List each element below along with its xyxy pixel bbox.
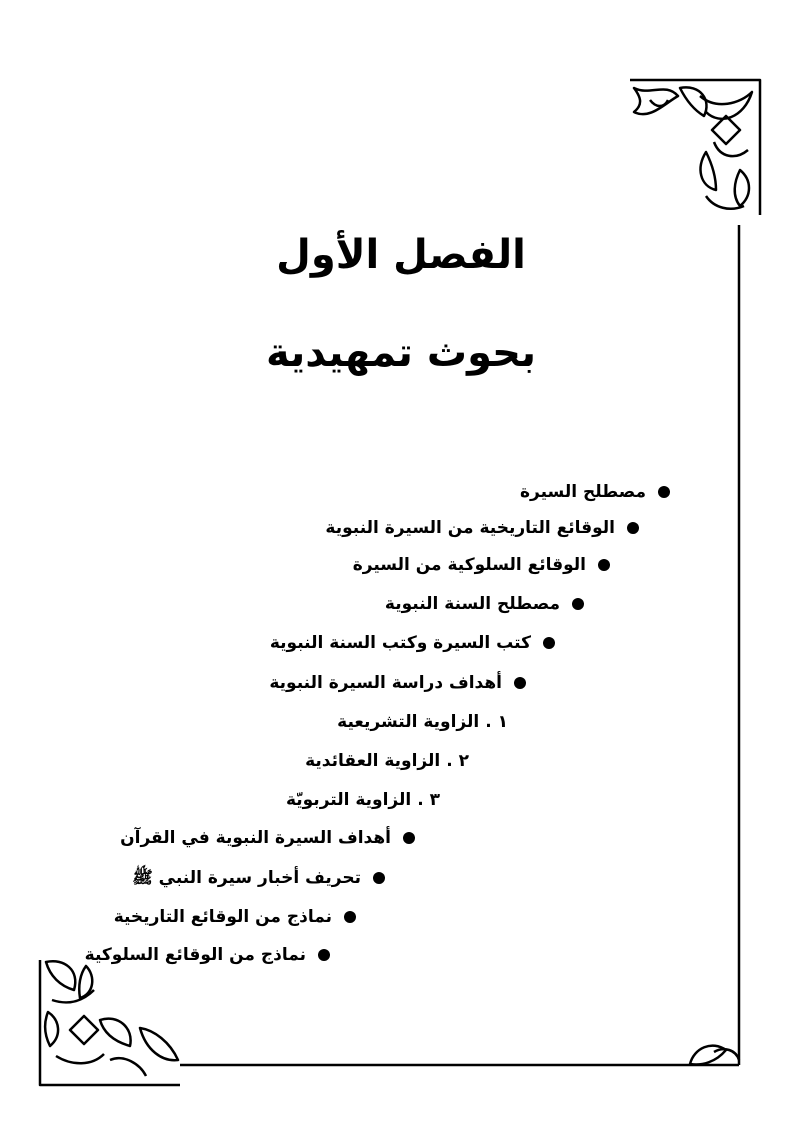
toc-item bbox=[85, 945, 330, 965]
toc-item bbox=[520, 482, 670, 502]
toc-item-label: الزاوية العقائدية bbox=[305, 751, 441, 771]
toc-item bbox=[132, 868, 385, 888]
chapter-subtitle: بحوث تمهيدية bbox=[266, 330, 536, 376]
toc-item-label: أهداف دراسة السيرة النبوية bbox=[269, 673, 502, 693]
toc-item-label: نماذج من الوقائع السلوكية bbox=[84, 945, 306, 965]
bullet-icon bbox=[658, 486, 670, 498]
toc-item-number: ١ . bbox=[485, 712, 508, 732]
toc-item-label: الزاوية التشريعية bbox=[337, 712, 480, 732]
toc-item bbox=[385, 594, 584, 614]
bullet-icon bbox=[543, 637, 555, 649]
toc-item bbox=[325, 518, 639, 538]
bullet-icon bbox=[373, 872, 385, 884]
toc-item-label: أهداف السيرة النبوية في القرآن bbox=[120, 828, 391, 848]
toc-item-label: الوقائع التاريخية من السيرة النبوية bbox=[325, 518, 615, 538]
bottom-left-ornament-icon bbox=[40, 960, 180, 1085]
bullet-icon bbox=[514, 677, 526, 689]
toc-item-label: الزاوية التربويّة bbox=[285, 790, 412, 810]
toc-item-label: نماذج من الوقائع التاريخية bbox=[113, 907, 332, 927]
toc-item bbox=[120, 828, 415, 848]
chapter-title: الفصل الأول bbox=[276, 232, 526, 278]
bottom-right-ornament-icon bbox=[690, 1046, 739, 1065]
toc-item bbox=[353, 555, 610, 575]
toc-item-label: مصطلح السنة النبوية bbox=[384, 594, 560, 614]
toc-item-number: ٣ . bbox=[417, 790, 440, 810]
toc-item-label: كتب السيرة وكتب السنة النبوية bbox=[269, 633, 531, 653]
bullet-icon bbox=[318, 949, 330, 961]
toc-item bbox=[270, 633, 555, 653]
bullet-icon bbox=[627, 522, 639, 534]
toc-item bbox=[269, 673, 526, 693]
bullet-icon bbox=[572, 598, 584, 610]
toc-item-label: تحريف أخبار سيرة النبي ﷺ bbox=[132, 868, 361, 888]
top-right-ornament-icon bbox=[630, 80, 760, 215]
bullet-icon bbox=[598, 559, 610, 571]
toc-item bbox=[305, 751, 469, 771]
bullet-icon bbox=[403, 832, 415, 844]
toc-item-label: مصطلح السيرة bbox=[519, 482, 646, 502]
toc-item-number: ٢ . bbox=[446, 751, 469, 771]
toc-item bbox=[114, 907, 356, 927]
toc-item-label: الوقائع السلوكية من السيرة bbox=[352, 555, 586, 575]
toc-item bbox=[286, 790, 440, 810]
bullet-icon bbox=[344, 911, 356, 923]
toc-item bbox=[337, 712, 508, 732]
